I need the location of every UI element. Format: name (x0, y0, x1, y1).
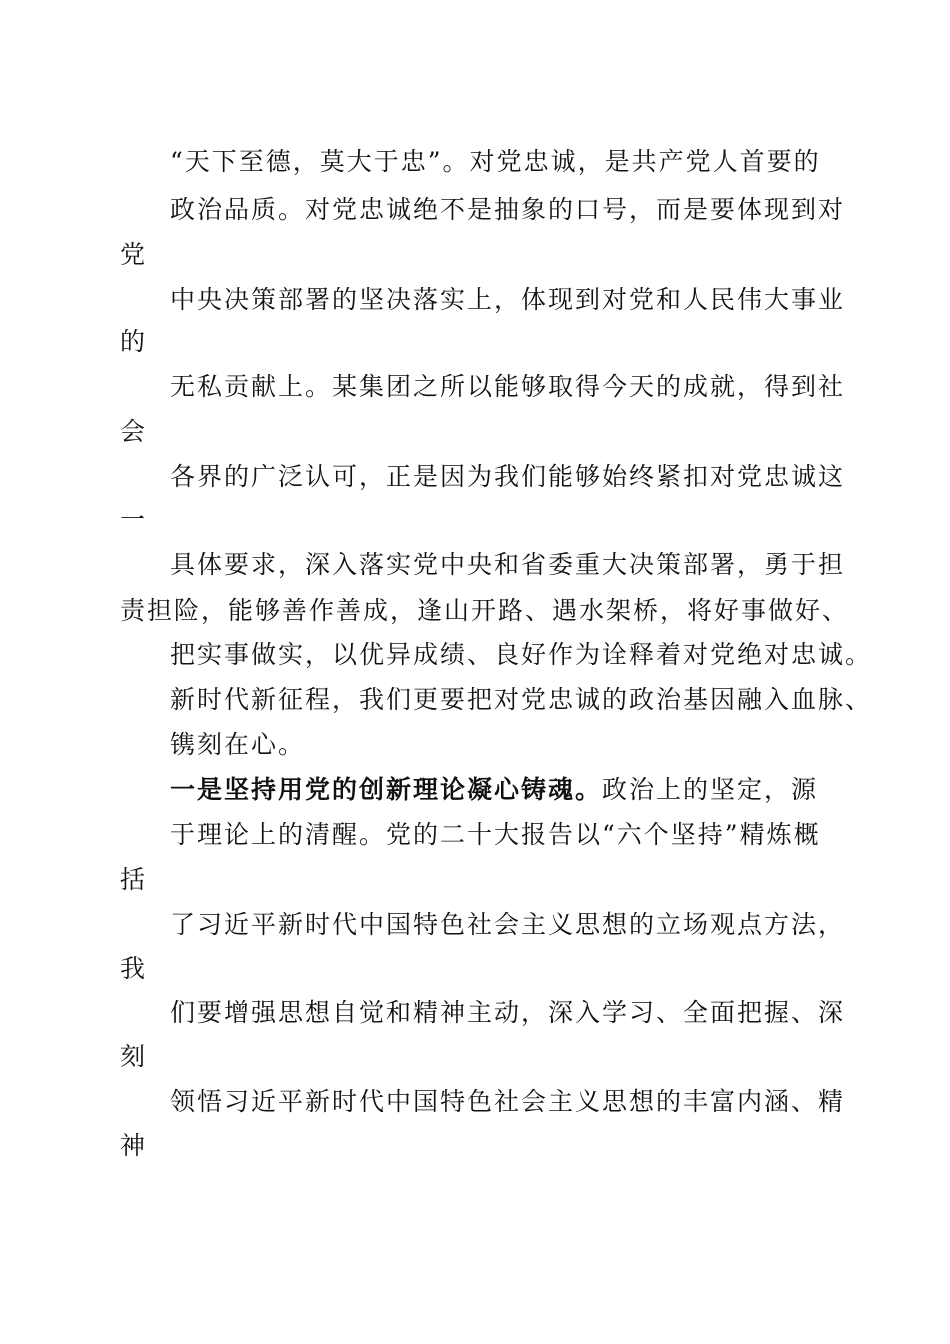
text-line: 镌刻在心。 (170, 730, 306, 759)
text-line: “天下至德，莫大于忠”。对党忠诚，是共产党人首要的 (170, 147, 821, 176)
text-line: 领悟习近平新时代中国特色社会主义思想的丰富内涵、精 (170, 1087, 846, 1116)
text-line: 无私贡献上。某集团之所以能够取得今天的成就，得到社 (170, 372, 846, 401)
text-line: 党 (120, 240, 148, 269)
text-line: 一 (120, 505, 148, 534)
text-line: 中央决策部署的坚决落实上，体现到对党和人民伟大事业 (170, 285, 846, 314)
text-line: 各界的广泛认可，正是因为我们能够始终紧扣对党忠诚这 (170, 462, 846, 491)
text-line (170, 775, 890, 805)
text-line: 神 (120, 1131, 148, 1160)
text-line: 新时代新征程，我们更要把对党忠诚的政治基因融入血脉、 (170, 685, 873, 714)
text-line: 括 (120, 865, 148, 894)
section-heading: 一是坚持用党的创新理论凝心铸魂。 (170, 775, 603, 804)
text-line: 们要增强思想自觉和精神主动，深入学习、全面把握、深 (170, 998, 846, 1027)
text-line: 刻 (120, 1042, 148, 1071)
text-segment: 政治上的坚定，源 (602, 775, 819, 804)
text-line: 把实事做实，以优异成绩、良好作为诠释着对党绝对忠诚。 (170, 640, 873, 669)
text-line: 会 (120, 417, 148, 446)
text-line: 政治品质。对党忠诚绝不是抽象的口号，而是要体现到对 (170, 195, 846, 224)
text-line: 责担险，能够善作善成，逢山开路、遇水架桥，将好事做好、 (120, 596, 850, 625)
text-line: 具体要求，深入落实党中央和省委重大决策部署，勇于担 (170, 550, 846, 579)
text-line: 我 (120, 954, 148, 983)
text-line: 了习近平新时代中国特色社会主义思想的立场观点方法， (170, 910, 846, 939)
text-line: 于理论上的清醒。党的二十大报告以“六个坚持”精炼概 (170, 820, 821, 849)
text-line: 的 (120, 327, 148, 356)
